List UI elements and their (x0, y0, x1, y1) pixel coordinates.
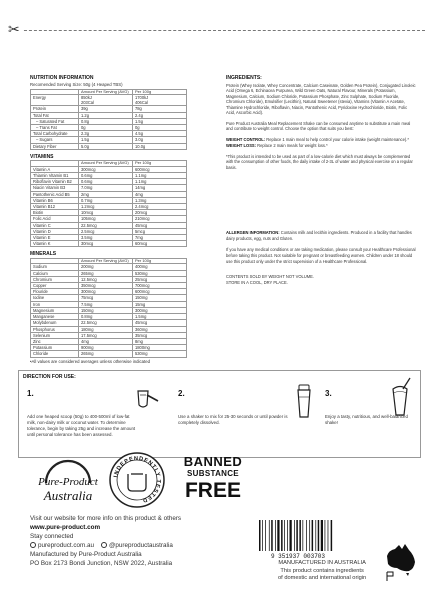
amount-per-100g: 530mg (133, 351, 187, 357)
amount-per-serving: 1.5g (79, 137, 133, 143)
amount-per-serving: 7.0mg (79, 185, 133, 191)
barcode-digits: 9 351937 003703 (270, 553, 326, 560)
amount-per-100g: 25mcg (133, 276, 187, 282)
allergen-label: ALLERGEN INFORMATION: (226, 230, 280, 236)
amount-per-100g: 15mg (133, 301, 187, 307)
social-item[interactable] (101, 542, 173, 551)
amount-per-serving: 10mcg (79, 210, 133, 216)
amount-per-100g: 4.5g (133, 131, 187, 137)
barcode-bar (328, 520, 329, 551)
barcode-bar (287, 520, 288, 551)
banned-substance-free-logo (173, 456, 253, 502)
made-line-1: MANUFACTURED IN AUSTRALIA (278, 560, 366, 566)
footer-info (30, 515, 181, 569)
barcode-bar (306, 520, 307, 551)
amount-per-serving: 12.5mcg (79, 276, 133, 282)
amount-per-serving: 180mg (79, 326, 133, 332)
nutrient-name: – Sugars (31, 137, 79, 143)
nutrient-name: Vitamin B6 (31, 197, 79, 203)
amount-per-serving: 4mg (79, 338, 133, 344)
amount-per-100g: 14mg (133, 185, 187, 191)
nutrient-name: – Trans Fat (31, 125, 79, 131)
banned-line-1: BANNED (183, 454, 243, 469)
amount-per-serving: 3.5mg (79, 235, 133, 241)
table-row (31, 143, 187, 149)
amount-per-100g: 2.4mcg (133, 204, 187, 210)
amount-per-100g: 1.1mg (133, 179, 187, 185)
barcode-bar (302, 520, 303, 551)
amount-per-100g: 0g (133, 125, 187, 131)
nutrient-name: Vitamin K (31, 241, 79, 247)
minerals-title: MINERALS (30, 251, 57, 258)
amount-per-100g: 3.0g (133, 137, 187, 143)
nutrient-name: Total Fat (31, 112, 79, 118)
amount-per-serving: 17.5mcg (79, 332, 133, 338)
ingredients-column (226, 75, 416, 285)
nutrient-name: Total Carbohydrate (31, 131, 79, 137)
brand-name-1: Pure-Product (38, 476, 98, 488)
banned-line-2: SUBSTANCE (187, 469, 239, 478)
step-number: 1. (27, 389, 34, 398)
australia-map-icon (383, 540, 419, 582)
table-row (31, 241, 187, 247)
vitamins-table (30, 160, 187, 247)
table-header: Per 100g (133, 89, 187, 95)
nutrient-name: Potassium (31, 345, 79, 351)
amount-per-serving: 75mcg (79, 295, 133, 301)
nutrient-name: Vitamin E (31, 235, 79, 241)
vitamins-title: VITAMINS (30, 153, 54, 160)
table-header: Amount Per Serving (AVG) (79, 258, 133, 264)
barcode-bar (309, 520, 310, 551)
allergen-text: Contains milk and lecithin ingredients. Produced in a facility that handles dairy products, egg, nuts and Gluten. (226, 230, 412, 241)
barcode-bar (265, 520, 266, 551)
amount-per-100g: 1.5g (133, 118, 187, 124)
nutrient-name: Riboflavin Vitamin B2 (31, 179, 79, 185)
website-link[interactable]: www.pure-product.com (30, 523, 101, 531)
facebook-icon (30, 542, 36, 548)
nutrient-name: Protein (31, 106, 79, 112)
weight-loss (226, 143, 416, 149)
amount-per-serving: 22.5mcg (79, 320, 133, 326)
nutrition-column (30, 75, 210, 364)
directions-label: DIRECTION FOR USE: (23, 374, 76, 380)
pure-product-logo (28, 453, 108, 511)
step-text: Use a shaker to mix for 25-30 seconds or until powder is completely dissolved. (178, 413, 288, 425)
disclaimer-text: *This product is intended to be used as part of a low-calorie diet which must always be complemented with the consumption of other foods, the daily intake of 2-3L of water and physical exercise on a regular basis. (226, 153, 413, 170)
nutrient-name: Vitamin D (31, 228, 79, 234)
amount-per-serving: 30mcg (79, 241, 133, 247)
amount-per-serving: 0g (79, 125, 133, 131)
nutrition-title: NUTRITION INFORMATION (30, 75, 94, 81)
cut-line (14, 30, 425, 31)
amount-per-serving: 300mcg (79, 166, 133, 172)
amount-per-100g: 20mcg (133, 210, 187, 216)
address-text: PO Box 2173 Bondi Junction, NSW 2022, Australia (30, 559, 173, 567)
nutrient-name: Molybdenum (31, 320, 79, 326)
barcode-bar (312, 520, 314, 551)
step-text: Add one heaped scoop (50g) to 400-500ml of low-fat milk, non-dairy milk or coconut water. To determine tolerance, begin by taking 25g and increase the amount until personal tolerance has been assessed. (27, 413, 136, 437)
amount-per-100g: 300mg (133, 307, 187, 313)
barcode-bar (284, 520, 285, 551)
nutrient-name: Vitamin A (31, 166, 79, 172)
weight-control-text: Replace 1 main meal to help control your calorie intake (weight maintenance).* (265, 136, 409, 142)
table-header: Amount Per Serving (AVG) (79, 161, 133, 167)
scissors-icon: ✂ (8, 21, 20, 37)
amount-per-100g: 5mcg (133, 228, 187, 234)
storage-text: CONTENTS SOLD BY WEIGHT NOT VOLUME. STORE IN A COOL, DRY PLACE. (226, 274, 315, 285)
instagram-icon (101, 542, 107, 548)
visit-text: Visit our website for more info on this product & others (30, 515, 182, 522)
barcode-bar (275, 520, 276, 551)
social-handle: pureproduct.com.au (38, 541, 95, 549)
nutrient-name: Vitamin C (31, 222, 79, 228)
barcode-bar (281, 520, 283, 551)
made-line-3: of domestic and international origin (278, 575, 367, 582)
weight-loss-label: WEIGHT LOSS: (226, 143, 257, 149)
table-header: Per 100g (133, 258, 187, 264)
social-item[interactable] (30, 542, 94, 551)
nutrient-name: Selenium (31, 332, 79, 338)
amount-per-serving: 0.6mg (79, 173, 133, 179)
nutrient-name: Sodium (31, 264, 79, 270)
amount-per-serving: 1.2mcg (79, 204, 133, 210)
nutrient-name: Copper (31, 283, 79, 289)
amount-per-100g: 600mcg (133, 166, 187, 172)
weight-control (226, 137, 416, 143)
step-2 (178, 389, 300, 426)
amount-per-serving: 7.5mg (79, 301, 133, 307)
amount-per-serving: 0.7mg (79, 197, 133, 203)
serving-size: Recomended Serving Size: 50g (4 Heaped TBS) (30, 81, 123, 87)
nutrient-name: Phosphorus (31, 326, 79, 332)
ingredients-title: INGREDIENTS: (226, 75, 262, 81)
amount-per-serving: 1.2g (79, 112, 133, 118)
amount-per-serving: 850kJ 203Cal (79, 95, 133, 106)
amount-per-100g: 1800mg (133, 345, 187, 351)
table-header: Amount Per Serving (AVG) (79, 89, 133, 95)
amount-per-serving: 350mcg (79, 283, 133, 289)
amount-per-serving: 39g (79, 106, 133, 112)
barcode-bar (331, 520, 333, 551)
scoop-icon (134, 387, 162, 417)
nutrient-name: Niacin Vitamin B3 (31, 185, 79, 191)
nutrient-name: Dietary Fiber (31, 143, 79, 149)
social-links (30, 542, 181, 551)
amount-per-100g: 45mcg (133, 222, 187, 228)
nutrient-name: Magnesium (31, 307, 79, 313)
amount-per-serving: 300mcg (79, 289, 133, 295)
nutrient-name: Manganese (31, 314, 79, 320)
amount-per-serving: 5.0g (79, 143, 133, 149)
made-line-2: This product contains ingredients (280, 567, 364, 574)
amount-per-serving: 265mg (79, 351, 133, 357)
nutrient-name: Iodine (31, 295, 79, 301)
amount-per-serving: 150mg (79, 307, 133, 313)
nutrient-name: Energy (31, 95, 79, 106)
amount-per-100g: 60mcg (133, 241, 187, 247)
barcode-bar (299, 520, 301, 551)
nutrient-name: Calcium (31, 270, 79, 276)
usage-text: Pure Product Australia Meal Replacement Shake can be consumed anytime to substitute a main meal and contribute to weight control. Choose the option that suits you best: (226, 120, 411, 132)
amount-per-100g: 700mcg (133, 283, 187, 289)
nutrient-name: Iron (31, 301, 79, 307)
nutrient-name: – Saturated Fat (31, 118, 79, 124)
amount-per-serving: 2.5mcg (79, 228, 133, 234)
amount-per-100g: 45mcg (133, 320, 187, 326)
nutrient-name: Folic Acid (31, 216, 79, 222)
allergen-info (226, 230, 416, 241)
table-row (31, 95, 187, 106)
barcode-bar (296, 520, 298, 551)
amount-per-100g: 210mcg (133, 216, 187, 222)
medical-text: If you have any medical conditions or are taking medication, please consult your Healthcare Professional before taking this product. Not suitable for pregnant or breastfeeding women. Children under 18 should use this product only under the strict supervision of a Healthcare Professional. (226, 247, 416, 264)
barcode-bar (277, 520, 279, 551)
amount-per-serving: 0.8g (79, 118, 133, 124)
barcode-bar (269, 520, 270, 551)
amount-per-100g: 360mg (133, 326, 187, 332)
step-number: 3. (325, 389, 332, 398)
amount-per-serving: 22.5mcg (79, 222, 133, 228)
ingredients-text: Protein (Whey Isolate, Whey Concentrate, Calcium Caseinate, Golden Pea Protein), Conjugated Linoleic Acid (Omega 6, Echinacea Purpurea, Wild Green Oats, Natural Flavour, Minerals (Potassium, Magnesium, Calcium, Sodium Chloride, Potassium Phosphate, Zinc Sulphate, Sodium Fluoride, Chromium Chloride), Emulsifier (Lecithin), Natural Sweetener (stevia), Vitamins (Vitamin A Acetate, Thiamine Hydrochloride, Riboflavin, Niacin, Pantothenic Acid, Pyridoxine Hydrochloride, Biotin, Folic Acid, Ascorbic Acid). (226, 82, 416, 116)
barcode-bar (325, 520, 326, 551)
amount-per-100g: 530mg (133, 270, 187, 276)
amount-per-100g: 4mg (133, 191, 187, 197)
amount-per-serving: 105mcg (79, 216, 133, 222)
table-header: Per 100g (133, 161, 187, 167)
amount-per-serving: 0.8mg (79, 314, 133, 320)
barcode-bar (321, 520, 323, 551)
amount-per-serving: 2mg (79, 191, 133, 197)
directions-box (18, 370, 421, 458)
nutrient-name: Chloride (31, 351, 79, 357)
table-row (31, 351, 187, 357)
barcode (253, 518, 343, 560)
amount-per-100g: 35mcg (133, 332, 187, 338)
amount-per-100g: 2.4g (133, 112, 187, 118)
amount-per-100g: 78g (133, 106, 187, 112)
badge-text: INDEPENDENTLY TESTED (113, 455, 162, 504)
amount-per-100g: 150mg (133, 295, 187, 301)
weight-control-label: WEIGHT CONTROL: (226, 136, 266, 142)
amount-per-100g: 600mcg (133, 289, 187, 295)
barcode-bar (318, 520, 320, 551)
barcode-bar (290, 520, 292, 551)
amount-per-serving: 0.6mg (79, 179, 133, 185)
nutrient-name: Vitamin B12 (31, 204, 79, 210)
brand-name-2: Australia (43, 488, 93, 503)
independently-tested-badge (108, 451, 166, 509)
barcode-bar (294, 520, 295, 551)
weight-loss-text: Replace 2 main meals for weight loss.* (256, 143, 328, 149)
nutrient-name: Zinc (31, 338, 79, 344)
nutrient-name: Thiamin Vitamin B1 (31, 173, 79, 179)
amount-per-serving: 2.3g (79, 131, 133, 137)
amount-per-serving: 265mg (79, 270, 133, 276)
amount-per-100g: 1.1mg (133, 173, 187, 179)
barcode-bar (315, 520, 316, 551)
nutrient-name: Chromium (31, 276, 79, 282)
barcode-bar (262, 520, 263, 551)
social-handle: @pureproductaustralia (109, 541, 173, 549)
barcode-bar (259, 520, 261, 551)
amount-per-serving: 200mg (79, 264, 133, 270)
amount-per-100g: 8mg (133, 338, 187, 344)
values-footnote: •All values are considered averages unless otherwise indicated (30, 358, 150, 364)
step-number: 2. (178, 389, 185, 398)
amount-per-100g: 10.0g (133, 143, 187, 149)
amount-per-100g: 1.5mg (133, 314, 187, 320)
amount-per-100g: 7mg (133, 235, 187, 241)
amount-per-serving: 900mg (79, 345, 133, 351)
nutrient-name: Biotin (31, 210, 79, 216)
step-text: Enjoy a tasty, nutritious, and well-balanced shake! (325, 413, 408, 425)
banned-line-3: FREE (184, 479, 241, 502)
made-in-australia (278, 560, 366, 583)
minerals-table (30, 258, 187, 358)
shaker-icon (293, 383, 315, 419)
step-1 (27, 389, 139, 438)
amount-per-100g: 1700kJ 406Cal (133, 95, 187, 106)
nutrition-table (30, 89, 187, 150)
amount-per-100g: 400mg (133, 264, 187, 270)
manufacturer-text: Manufactured by Pure-Product Australia (30, 550, 142, 558)
stay-connected: Stay connected (30, 532, 74, 540)
glass-icon (385, 377, 415, 417)
nutrient-name: Pantothenic Acid B5 (31, 191, 79, 197)
amount-per-100g: 1.3mg (133, 197, 187, 203)
barcode-bar (271, 520, 273, 551)
nutrient-name: Flouride (31, 289, 79, 295)
